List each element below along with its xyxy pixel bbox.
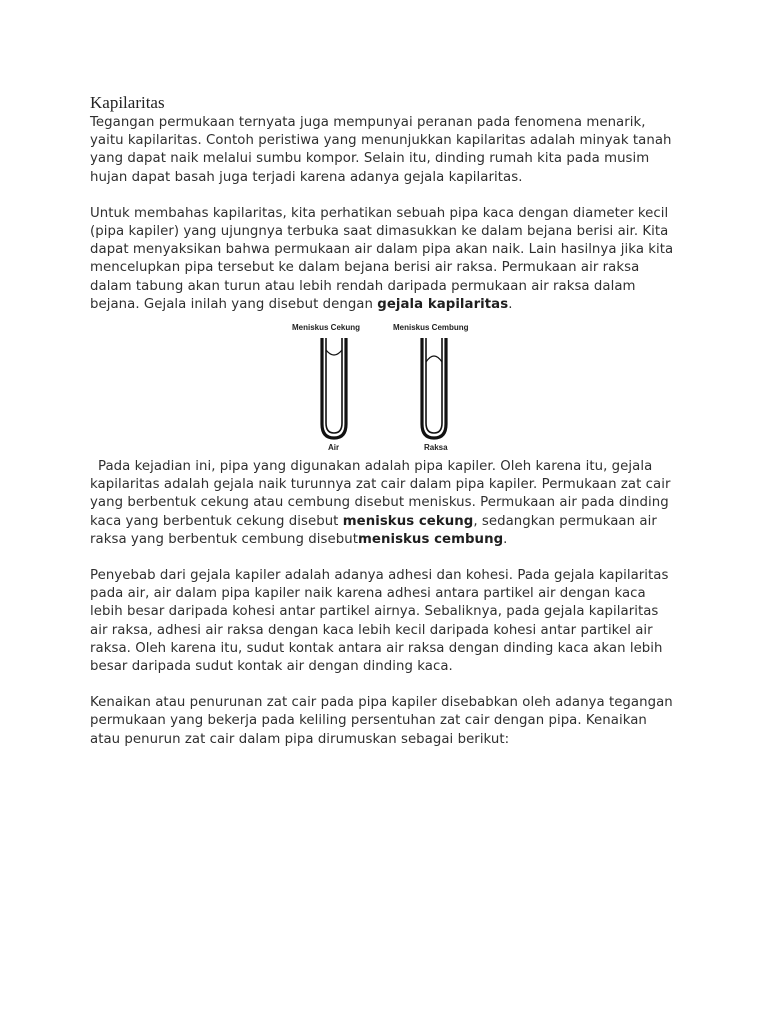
tube-raksa [422,338,446,438]
meniscus-diagram [290,320,490,452]
paragraph-adhesion-cohesion: Penyebab dari gejala kapiler adalah adanya adhesi dan kohesi. Pada gejala kapilaritas pada air, air dalam pipa kapiler naik karena adhesi antara partikel air dengan kaca lebih besar daripada kohesi antar partikel airnya. Sebaliknya, pada gejala kapilaritas air raksa, adhesi air raksa dengan kaca lebih kecil daripada kohesi antar partikel air raksa. Oleh karena itu, sudut kontak antara air raksa dengan dinding kaca akan lebih besar daripada sudut kontak air dengan dinding kaca. [90,568,669,675]
bold-term-gejala-kapilaritas: gejala kapilaritas [377,296,509,312]
paragraph-capillary-explanation [90,205,680,314]
paragraph-text: Pada kejadian ini, pipa yang digunakan adalah pipa kapiler. Oleh karena itu, gejala kapilaritas adalah gejala naik turunnya zat cair dalam pipa kapiler. Permukaan zat cair yang berbentuk cekung atau cembung disebut meniskus. Permukaan air pada dinding kaca yang berbentuk cekung disebut [90,459,671,529]
paragraph-text: Untuk membahas kapilaritas, kita perhatikan sebuah pipa kaca dengan diameter kecil (pipa kapiler) yang ujungnya terbuka saat dimasukkan ke dalam bejana berisi air. Kita dapat menyaksikan bahwa permukaan air dalam pipa akan naik. Lain hasilnya jika kita mencelupkan pipa tersebut ke dalam bejana berisi air raksa. Permukaan air raksa dalam tabung akan turun atau lebih rendah daripada permukaan air raksa dalam bejana. Gejala inilah yang disebut dengan [90,205,674,312]
paragraph-intro: Tegangan permukaan ternyata juga mempunyai peranan pada fenomena menarik, yaitu kapilaritas. Contoh peristiwa yang menunjukkan kapilaritas adalah minyak tanah yang dapat naik melalui sumbu kompor. Selain itu, dinding rumah kita pada musim hujan dapat basah juga terjadi karena adanya gejala kapilaritas. [90,115,672,185]
label-raksa: Raksa [424,443,448,453]
paragraph-end: . [503,531,508,547]
label-meniskus-cekung: Meniskus Cekung [292,323,361,333]
tube-air [322,338,346,438]
convex-meniscus [426,356,442,362]
page-title: Kapilaritas [90,93,165,112]
document-content [90,92,680,767]
paragraph-formula-intro: Kenaikan atau penurunan zat cair pada pipa kapiler disebabkan oleh adanya tegangan permukaan yang bekerja pada keliling persentuhan zat cair dengan pipa. Kenaikan atau penurun zat cair dalam pipa dirumuskan sebagai berikut: [90,695,673,747]
paragraph-end: . [508,296,513,312]
bold-term-meniskus-cekung: meniskus cekung [342,513,474,529]
concave-meniscus [326,350,342,355]
label-air: Air [328,443,340,453]
paragraph-text: , sedangkan permukaan air raksa yang berbentuk cembung disebut [90,513,657,547]
label-meniskus-cembung: Meniskus Cembung [393,323,469,333]
meniscus-figure [90,320,680,452]
paragraph-meniscus [90,458,680,549]
bold-term-meniskus-cembung: meniskus cembung [357,531,504,547]
